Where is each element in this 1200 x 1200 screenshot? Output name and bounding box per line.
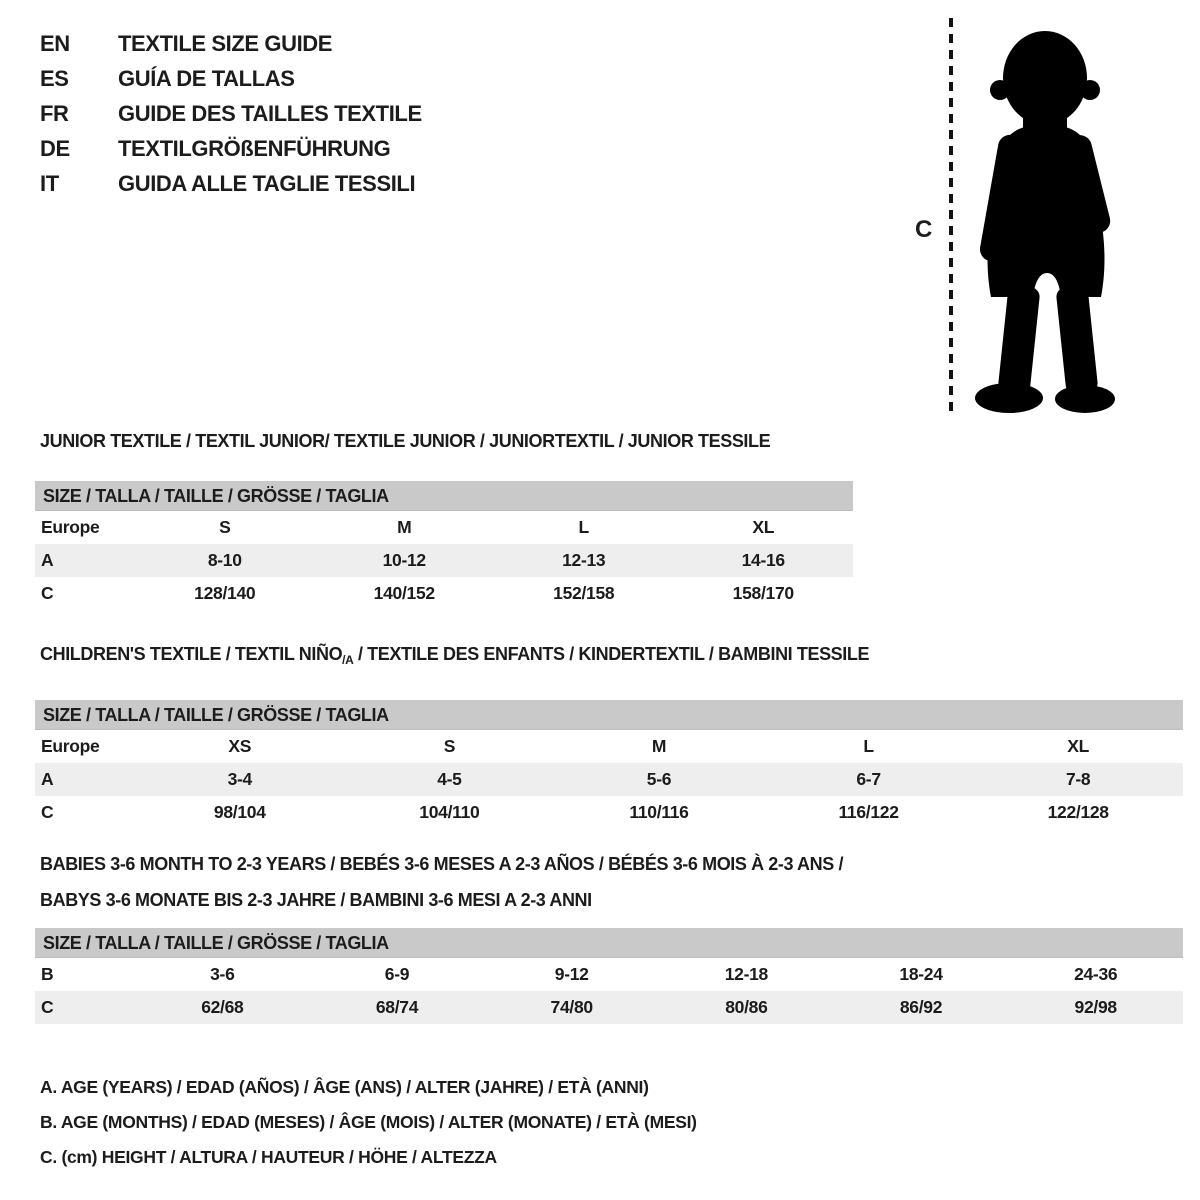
months-cell: 12-18 bbox=[724, 964, 768, 984]
size-cell: XS bbox=[228, 736, 252, 756]
table-row-height bbox=[35, 991, 1183, 1024]
language-title-list bbox=[40, 26, 422, 201]
heading-prefix: CHILDREN'S TEXTILE / TEXTIL NIÑO bbox=[40, 644, 343, 664]
guide-title: GUIDE DES TAILLES TEXTILE bbox=[118, 100, 422, 126]
height-cell: 62/68 bbox=[201, 997, 244, 1017]
language-code: FR bbox=[40, 100, 69, 126]
table-row-age bbox=[35, 763, 1183, 796]
measurement-legend bbox=[40, 1070, 697, 1175]
height-cell: 104/110 bbox=[419, 802, 480, 822]
height-cell: 74/80 bbox=[550, 997, 593, 1017]
section-junior-textile bbox=[35, 430, 853, 610]
legend-line-a: A. AGE (YEARS) / EDAD (AÑOS) / ÂGE (ANS) / ALTER (JAHRE) / ETÀ (ANNI) bbox=[40, 1077, 649, 1097]
height-cell: 110/116 bbox=[629, 802, 689, 822]
row-label: B bbox=[41, 964, 54, 984]
language-row bbox=[40, 96, 422, 131]
size-header-bar: SIZE / TALLA / TAILLE / GRÖSSE / TAGLIA bbox=[35, 928, 1183, 958]
row-label: Europe bbox=[41, 517, 100, 537]
row-label: Europe bbox=[41, 736, 100, 756]
height-measure-label: C bbox=[915, 216, 933, 243]
table-row-height bbox=[35, 796, 1183, 829]
age-cell: 12-13 bbox=[562, 550, 606, 570]
height-cell: 116/122 bbox=[838, 802, 899, 822]
row-label: C bbox=[41, 997, 54, 1017]
legend-line-b: B. AGE (MONTHS) / EDAD (MESES) / ÂGE (MOIS) / ALTER (MONATE) / ETÀ (MESI) bbox=[40, 1112, 697, 1132]
months-cell: 9-12 bbox=[554, 964, 589, 984]
section-heading bbox=[40, 846, 1183, 918]
height-figure bbox=[905, 12, 1155, 424]
months-cell: 24-36 bbox=[1074, 964, 1118, 984]
height-measure-dashed-line bbox=[949, 18, 953, 414]
heading-line-2: BABYS 3-6 MONATE BIS 2-3 JAHRE / BAMBINI 3-6 MESI A 2-3 ANNI bbox=[40, 890, 592, 910]
guide-title: TEXTILE SIZE GUIDE bbox=[118, 30, 333, 56]
language-row bbox=[40, 131, 422, 166]
table-row-months bbox=[35, 958, 1183, 991]
months-cell: 3-6 bbox=[210, 964, 235, 984]
section-children-textile bbox=[35, 643, 1183, 829]
heading-subscript: /A bbox=[342, 653, 354, 667]
months-cell: 6-9 bbox=[384, 964, 410, 984]
size-cell: M bbox=[651, 736, 667, 756]
toddler-silhouette-icon bbox=[965, 26, 1137, 418]
age-cell: 4-5 bbox=[437, 769, 462, 789]
language-code: IT bbox=[40, 170, 59, 196]
row-label: A bbox=[41, 769, 54, 789]
height-cell: 86/92 bbox=[899, 997, 943, 1017]
size-cell: L bbox=[863, 736, 874, 756]
size-cell: XL bbox=[752, 517, 775, 537]
table-row-height bbox=[35, 577, 853, 610]
age-cell: 3-4 bbox=[227, 769, 252, 789]
height-cell: 80/86 bbox=[725, 997, 768, 1017]
size-cell: S bbox=[443, 736, 456, 756]
age-cell: 8-10 bbox=[207, 550, 242, 570]
language-code: ES bbox=[40, 65, 69, 91]
table-row-europe bbox=[35, 511, 853, 544]
guide-title: TEXTILGRÖßENFÜHRUNG bbox=[118, 135, 391, 161]
size-cell: XL bbox=[1067, 736, 1090, 756]
months-cell: 18-24 bbox=[899, 964, 943, 984]
size-cell: L bbox=[578, 517, 589, 537]
age-cell: 6-7 bbox=[856, 769, 881, 789]
row-label: C bbox=[41, 802, 54, 822]
guide-title: GUÍA DE TALLAS bbox=[118, 65, 295, 91]
section-heading: JUNIOR TEXTILE / TEXTIL JUNIOR/ TEXTILE JUNIOR / JUNIORTEXTIL / JUNIOR TESSILE bbox=[40, 431, 771, 451]
heading-suffix: / TEXTILE DES ENFANTS / KINDERTEXTIL / BAMBINI TESSILE bbox=[353, 644, 870, 664]
table-row-age bbox=[35, 544, 853, 577]
language-code: EN bbox=[40, 30, 70, 56]
size-cell: M bbox=[397, 517, 412, 537]
section-heading bbox=[40, 643, 1183, 671]
height-cell: 92/98 bbox=[1074, 997, 1117, 1017]
language-row bbox=[40, 26, 422, 61]
height-cell: 122/128 bbox=[1047, 802, 1109, 822]
age-cell: 14-16 bbox=[741, 550, 785, 570]
legend-line-c: C. (cm) HEIGHT / ALTURA / HAUTEUR / HÖHE / ALTEZZA bbox=[40, 1147, 497, 1167]
table-row-europe bbox=[35, 730, 1183, 763]
language-row bbox=[40, 166, 422, 201]
section-babies-textile bbox=[35, 846, 1183, 1024]
row-label: C bbox=[41, 583, 54, 603]
size-header-bar: SIZE / TALLA / TAILLE / GRÖSSE / TAGLIA bbox=[35, 700, 1183, 730]
height-cell: 98/104 bbox=[213, 802, 266, 822]
height-cell: 128/140 bbox=[194, 583, 256, 603]
language-row bbox=[40, 61, 422, 96]
guide-title: GUIDA ALLE TAGLIE TESSILI bbox=[118, 170, 416, 196]
age-cell: 5-6 bbox=[646, 769, 672, 789]
size-cell: S bbox=[219, 517, 231, 537]
language-code: DE bbox=[40, 135, 70, 161]
row-label: A bbox=[41, 550, 54, 570]
age-cell: 7-8 bbox=[1065, 769, 1091, 789]
heading-line-1: BABIES 3-6 MONTH TO 2-3 YEARS / BEBÉS 3-6 MESES A 2-3 AÑOS / BÉBÉS 3-6 MOIS À 2-3 ANS / bbox=[40, 854, 844, 874]
height-cell: 140/152 bbox=[373, 583, 435, 603]
height-cell: 68/74 bbox=[375, 997, 419, 1017]
height-cell: 158/170 bbox=[732, 583, 794, 603]
age-cell: 10-12 bbox=[382, 550, 426, 570]
size-header-bar: SIZE / TALLA / TAILLE / GRÖSSE / TAGLIA bbox=[35, 481, 853, 511]
height-cell: 152/158 bbox=[553, 583, 615, 603]
